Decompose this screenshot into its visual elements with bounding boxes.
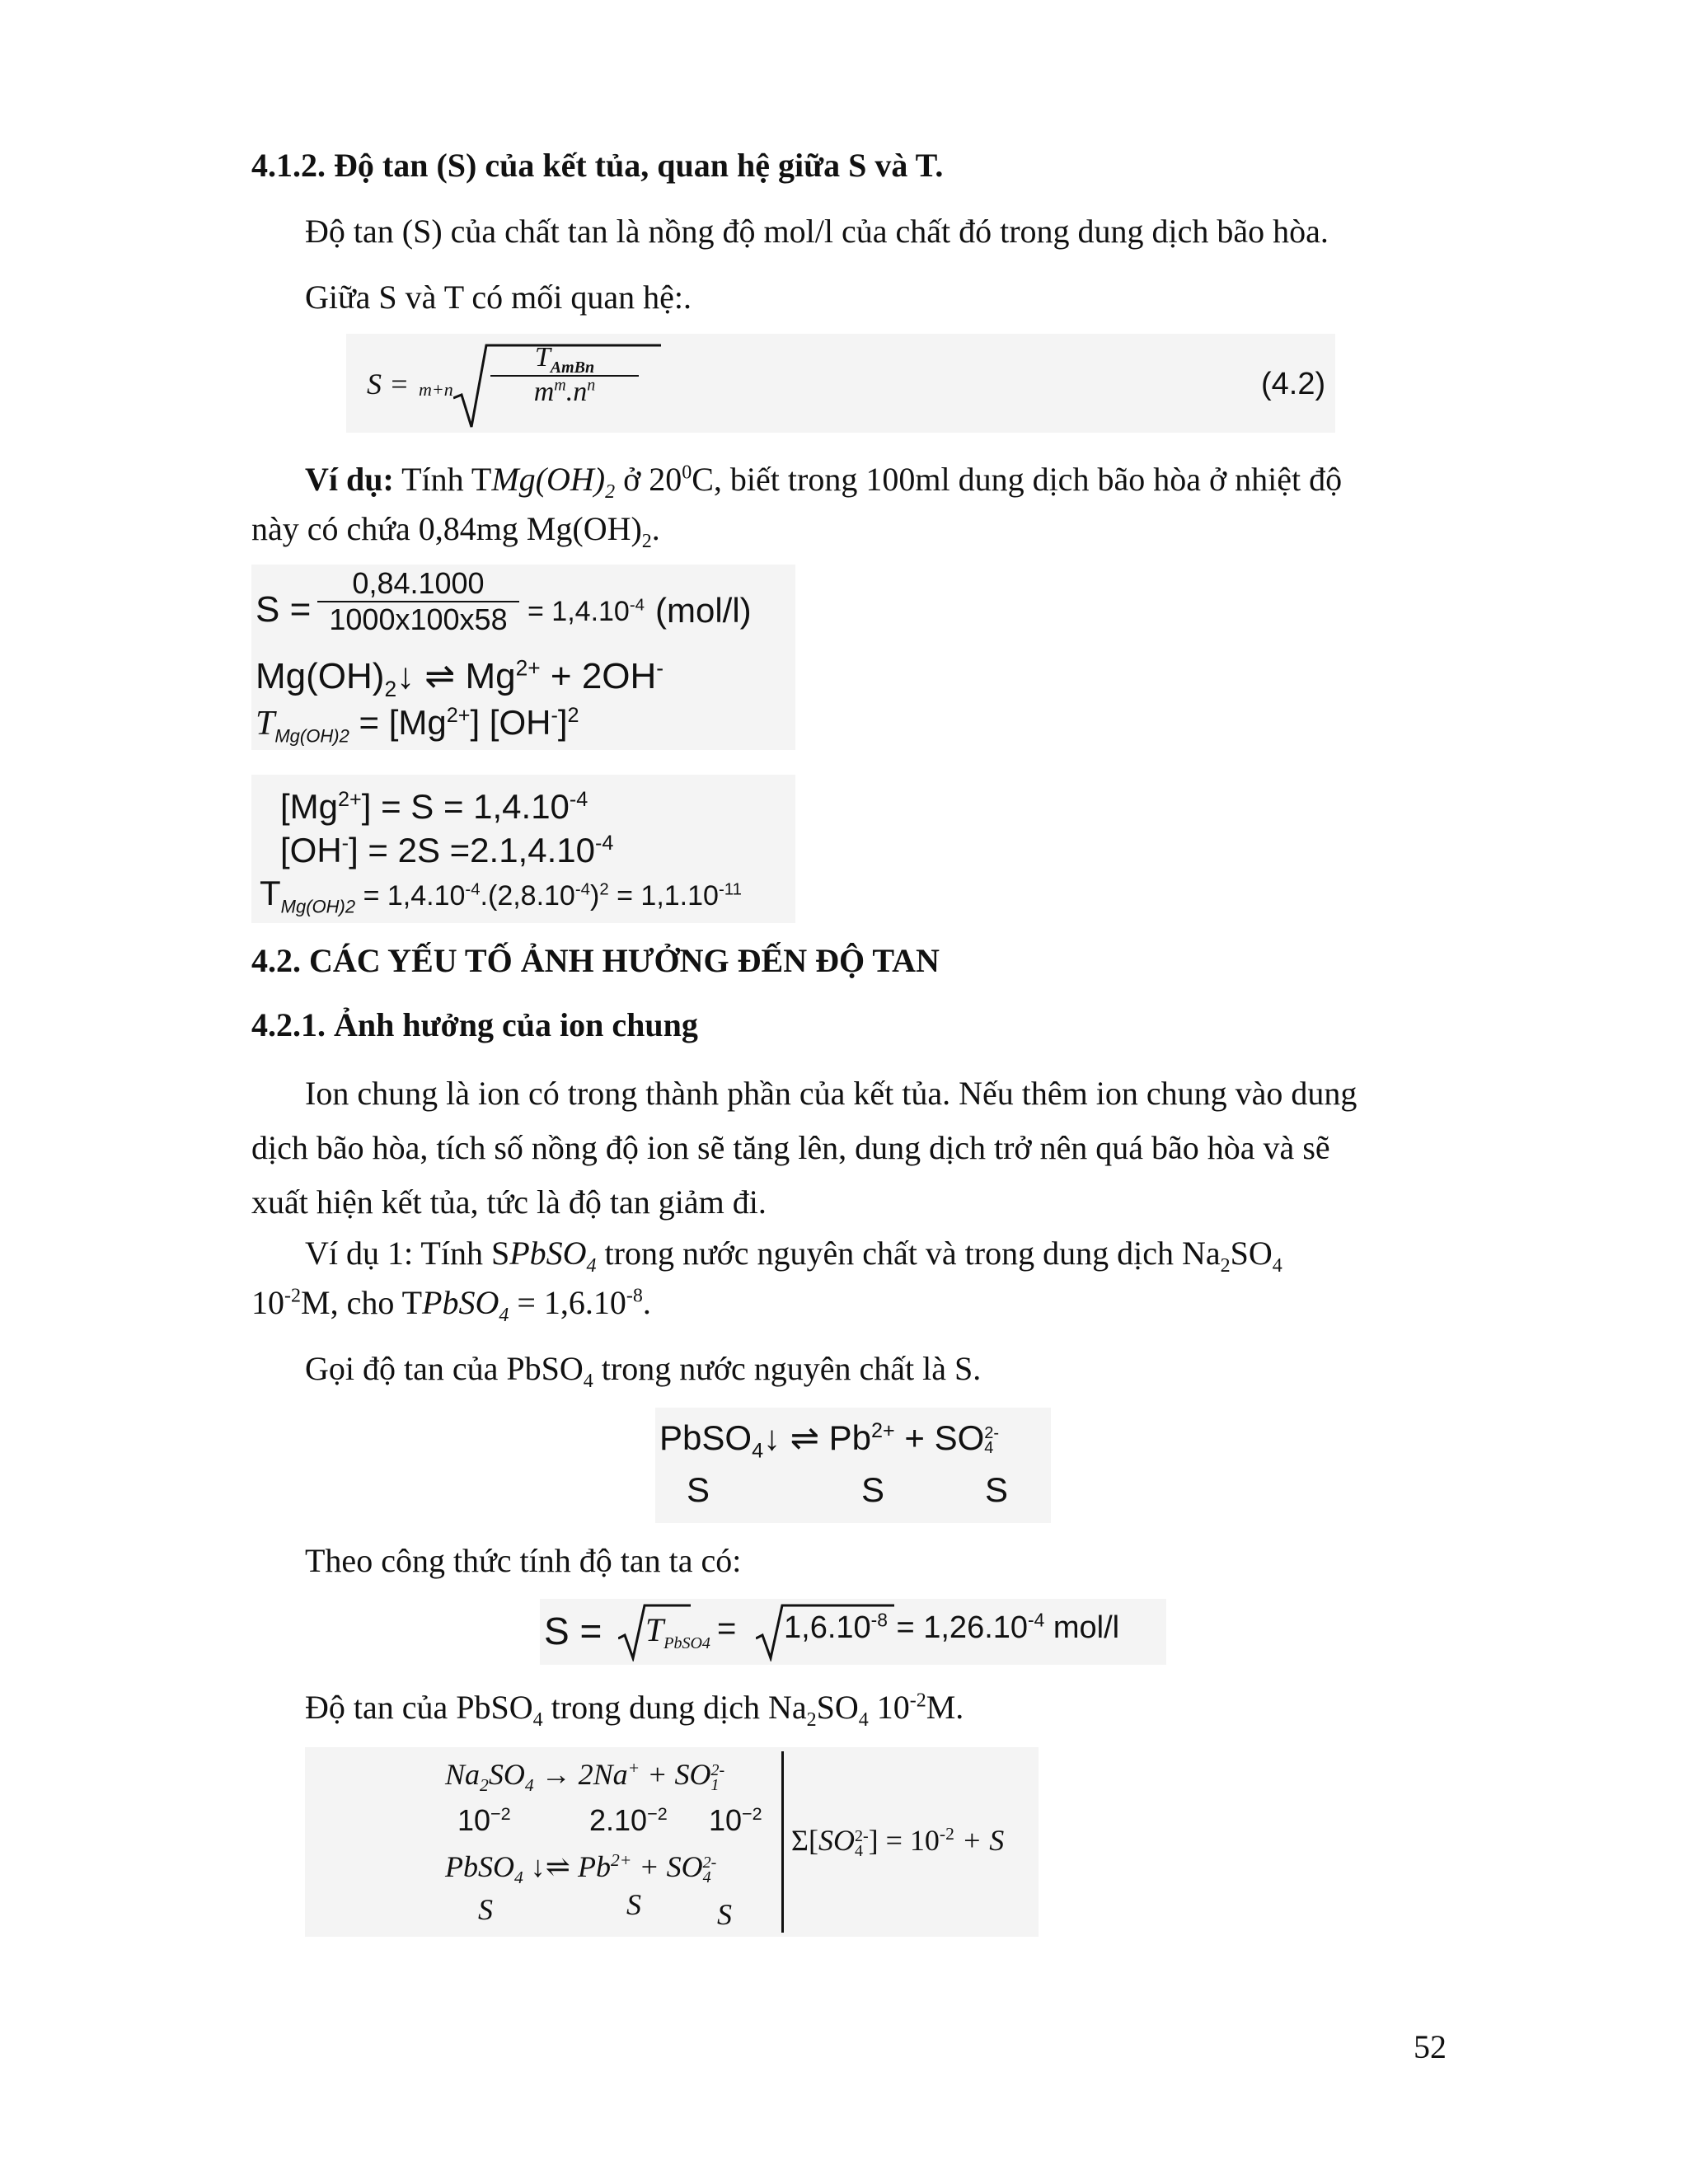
equilibrium-system: $Na_2SO_4 \to 2Na^+$ + SO 2- 1 $10^{-2}$ $2.10^{-2}$ $10^{-2}$ PbSO$_4$ ↓⇌ $Pb^{2+}$ + SO 2- 4 S S S Σ[SO 2- 4 ] = $10^{-2} + S$ bbox=[305, 1747, 1039, 1937]
example-mg-oh2: Ví dụ: Tính $TMg(OH)_2$ ở $20^0C$, biết trong 100ml dung dịch bão hòa ở nhiệt độ bbox=[305, 461, 1343, 503]
paragraph-common-ion: Ion chung là ion có trong thành phần của kết tủa. Nếu thêm ion chung vào dung dịch bão hòa, tích số nồng độ ion sẽ tăng lên, dung dịch trở nên quá bão hòa và sẽ xuất hiện kết tủa, tức là độ tan giảm đi. bbox=[251, 1075, 1357, 1221]
paragraph-pbso4-na2so4: Độ tan của PbSO$_4$ trong dung dịch $Na_2SO_4$ $10^{-2}M$. bbox=[305, 1689, 964, 1731]
solubility-product-expression: $T_{Mg(OH)2} = [Mg^{2+}]$ $[OH^-]^2$ bbox=[256, 703, 579, 747]
equation-label: (4.2) bbox=[1261, 367, 1326, 401]
calculation-block: S = 0,84.1000 1000x100x58 = $1,4.10^{-4}$ (mol/l) $Mg(OH)_2↓$ ⇌ $Mg^{2+} + 2OH^-$ $T_{Mg(OH)2} = [Mg^{2+}]$ $[OH^-]^2$ bbox=[251, 565, 795, 750]
solubility-sqrt-equation: S = $T_{PbSO4}$ = $1,6.10^{-8} = 1,26.10^{-4}$ mol/l bbox=[540, 1599, 1166, 1665]
system-divider bbox=[781, 1751, 784, 1933]
paragraph-definition: Độ tan (S) của chất tan là nồng độ mol/l của chất đó trong dung dịch bão hòa. bbox=[305, 213, 1329, 250]
total-sulfate-expression: Σ[SO 2- 4 ] = $10^{-2} + S$ bbox=[791, 1824, 1005, 1860]
section-heading-4-2: 4.2. CÁC YẾU TỐ ẢNH HƯỞNG ĐẾN ĐỘ TAN bbox=[251, 942, 940, 979]
dissociation-equation: $Mg(OH)_2↓$ ⇌ $Mg^{2+} + 2OH^-$ bbox=[256, 655, 664, 701]
section-heading-4-2-1: 4.2.1. Ảnh hưởng của ion chung bbox=[251, 1006, 698, 1043]
example-mg-oh2-line2: này có chứa 0,84mg $Mg(OH)_2$. bbox=[251, 510, 660, 552]
pbso4-equilibrium: PbSO$_4$↓ ⇌ $Pb^{2+}$ + SO 2- 4 S S S bbox=[655, 1408, 1051, 1523]
concentration-block: $[Mg^{2+}] = S = 1,4.10^{-4}$ $[OH^-] = 2S =2.1,4.10^{-4}$ $T_{Mg(OH)2} = 1,4.10^{-4}.(2,8.10^{-4})^2 = 1,1.10^{-11}$ bbox=[251, 775, 795, 923]
page-number: 52 bbox=[1414, 2028, 1447, 2065]
solubility-fraction: 0,84.1000 1000x100x58 bbox=[317, 566, 519, 637]
paragraph-pbso4-water: Gọi độ tan của PbSO$_4$ trong nước nguyên chất là S. bbox=[305, 1350, 982, 1392]
section-heading-4-1-2: 4.1.2. Độ tan (S) của kết tủa, quan hệ giữa S và T. bbox=[251, 147, 944, 184]
paragraph-relation: Giữa S và T có mối quan hệ:. bbox=[305, 279, 692, 316]
formula-4-2: S = m+n $T_{AmBn}$ $m^m.n^n$ (4.2) bbox=[346, 334, 1335, 433]
example-pbso4: Ví dụ 1: Tính SPbSO$_4$ trong nước nguyên chất và trong dung dịch $Na_2SO_4$ bbox=[305, 1235, 1282, 1277]
paragraph-formula-lead: Theo công thức tính độ tan ta có: bbox=[305, 1542, 742, 1579]
example-pbso4-line2: $10^{-2}M$, cho TPbSO$_4$ = $1,6.10^{-8}$. bbox=[251, 1284, 651, 1326]
